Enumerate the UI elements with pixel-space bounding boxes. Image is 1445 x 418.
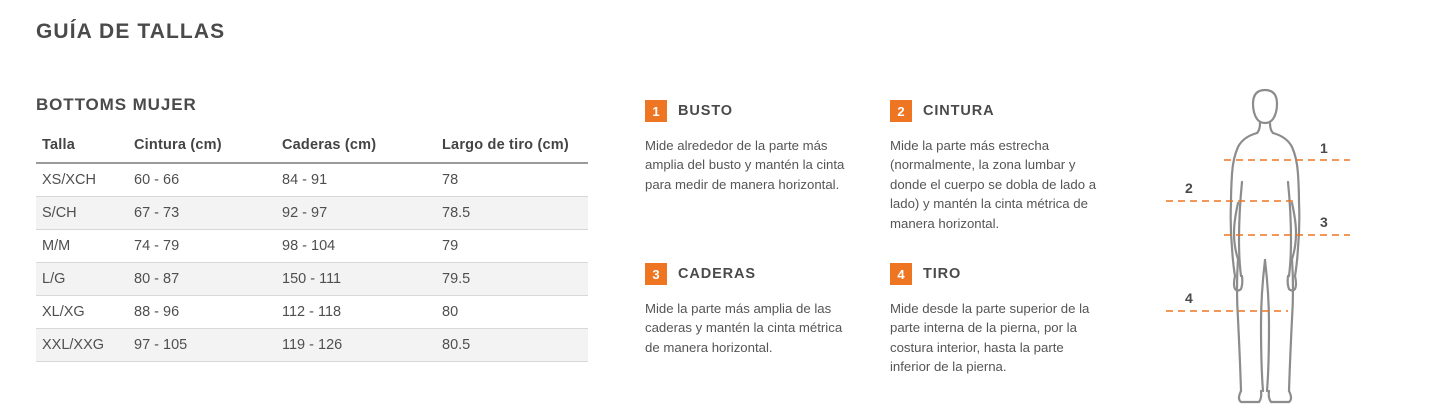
cell-caderas: 112 - 118	[276, 296, 436, 329]
badge-3: 3	[645, 263, 667, 285]
cell-talla: XXL/XXG	[36, 329, 128, 362]
size-table	[36, 133, 588, 362]
badge-2: 2	[890, 100, 912, 122]
figure-label-1: 1	[1320, 140, 1328, 156]
cell-tiro: 79	[436, 230, 588, 263]
note-caderas	[645, 263, 860, 357]
note-header	[890, 100, 1105, 122]
cell-caderas: 84 - 91	[276, 163, 436, 197]
cell-talla: L/G	[36, 263, 128, 296]
figure-label-2: 2	[1185, 180, 1193, 196]
cell-tiro: 80	[436, 296, 588, 329]
column-header-caderas: Caderas (cm)	[276, 133, 436, 163]
note-body: Mide la parte más estrecha (normalmente, la zona lumbar y donde el cuerpo se dobla de lado a lado) y mantén la cinta métrica de manera horizontal.	[890, 138, 1097, 231]
note-header	[645, 263, 860, 285]
cell-cintura: 80 - 87	[128, 263, 276, 296]
table-row	[36, 197, 588, 230]
column-header-tiro: Largo de tiro (cm)	[436, 133, 588, 163]
column-header-talla: Talla	[36, 133, 128, 163]
note-header	[645, 100, 860, 122]
cell-tiro: 79.5	[436, 263, 588, 296]
cell-talla: XL/XG	[36, 296, 128, 329]
cell-talla: M/M	[36, 230, 128, 263]
table-row	[36, 263, 588, 296]
note-header	[890, 263, 1105, 285]
cell-tiro: 78	[436, 163, 588, 197]
cell-cintura: 67 - 73	[128, 197, 276, 230]
cell-tiro: 78.5	[436, 197, 588, 230]
note-tiro	[890, 263, 1105, 377]
table-row	[36, 230, 588, 263]
figure-label-3: 3	[1320, 214, 1328, 230]
badge-4: 4	[890, 263, 912, 285]
page-title: GUÍA DE TALLAS	[36, 20, 226, 43]
cell-cintura: 88 - 96	[128, 296, 276, 329]
badge-1: 1	[645, 100, 667, 122]
cell-caderas: 150 - 111	[276, 263, 436, 296]
cell-caderas: 92 - 97	[276, 197, 436, 230]
note-title: CINTURA	[923, 103, 995, 119]
cell-cintura: 60 - 66	[128, 163, 276, 197]
cell-talla: S/CH	[36, 197, 128, 230]
column-header-cintura: Cintura (cm)	[128, 133, 276, 163]
note-title: CADERAS	[678, 266, 756, 282]
table-row	[36, 329, 588, 362]
body-diagram	[1150, 78, 1430, 414]
note-body: Mide alrededor de la parte más amplia del busto y mantén la cinta para medir de manera horizontal.	[645, 138, 845, 192]
note-cintura	[890, 100, 1105, 233]
cell-caderas: 98 - 104	[276, 230, 436, 263]
cell-tiro: 80.5	[436, 329, 588, 362]
note-busto	[645, 100, 860, 194]
table-row	[36, 163, 588, 197]
table-row	[36, 296, 588, 329]
cell-cintura: 97 - 105	[128, 329, 276, 362]
table-header-row	[36, 133, 588, 163]
cell-talla: XS/XCH	[36, 163, 128, 197]
cell-caderas: 119 - 126	[276, 329, 436, 362]
note-body: Mide desde la parte superior de la parte interna de la pierna, por la costura interior, hasta la parte inferior de la pierna.	[890, 301, 1090, 375]
note-body: Mide la parte más amplia de las caderas y mantén la cinta métrica de manera horizontal.	[645, 301, 843, 355]
table-heading: BOTTOMS MUJER	[36, 95, 197, 114]
note-title: BUSTO	[678, 103, 733, 119]
size-table-block	[36, 95, 588, 362]
female-body-figure-icon	[1150, 78, 1430, 414]
figure-label-4: 4	[1185, 290, 1193, 306]
note-title: TIRO	[923, 266, 962, 282]
cell-cintura: 74 - 79	[128, 230, 276, 263]
